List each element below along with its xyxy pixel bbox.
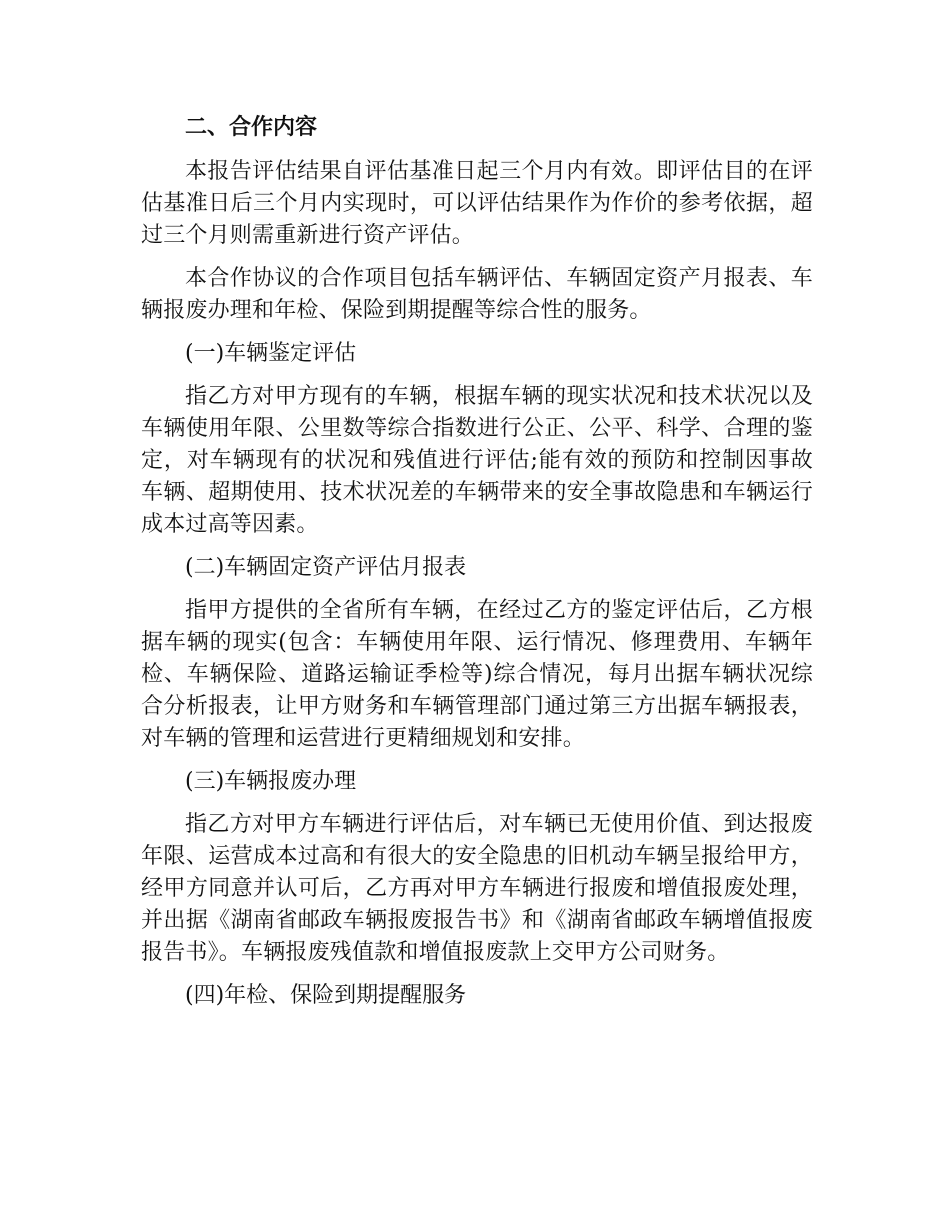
section-heading: 二、合作内容 [185, 115, 318, 140]
subheading-monthly-report: (二)车辆固定资产评估月报表 [185, 555, 467, 580]
subheading-vehicle-appraisal: (一)车辆鉴定评估 [185, 341, 357, 366]
paragraph-monthly-report: 指甲方提供的全省所有车辆，在经过乙方的鉴定评估后，乙方根据车辆的现实(包含：车辆使用年限、运行情况、修理费用、车辆年检、车辆保险、道路运输证季检等)综合情况，每月出据车辆状况综合分析报表，让甲方财务和车辆管理部门通过第三方出据车辆报表，对车辆的管理和运营进行更精细规划和安排。 [141, 598, 813, 751]
paragraph-validity: 本报告评估结果自评估基准日起三个月内有效。即评估目的在评估基准日后三个月内实现时，可以评估结果作为作价的参考依据，超过三个月则需重新进行资产评估。 [141, 159, 813, 248]
subheading-reminder-service: (四)年检、保险到期提醒服务 [185, 983, 467, 1008]
document-body [141, 112, 813, 1023]
paragraph-scope: 本合作协议的合作项目包括车辆评估、车辆固定资产月报表、车辆报废办理和年检、保险到期提醒等综合性的服务。 [141, 266, 813, 323]
paragraph-vehicle-appraisal: 指乙方对甲方现有的车辆，根据车辆的现实状况和技术状况以及车辆使用年限、公里数等综合指数进行公正、公平、科学、合理的鉴定，对车辆现有的状况和残值进行评估;能有效的预防和控制因事故车辆、超期使用、技术状况差的车辆带来的安全事故隐患和车辆运行成本过高等因素。 [141, 384, 813, 537]
paragraph-scrapping: 指乙方对甲方车辆进行评估后，对车辆已无使用价值、到达报废年限、运营成本过高和有很大的安全隐患的旧机动车辆呈报给甲方，经甲方同意并认可后，乙方再对甲方车辆进行报废和增值报废处理，并出据《湖南省邮政车辆报废报告书》和《湖南省邮政车辆增值报废报告书》。车辆报废残值款和增值报废款上交甲方公司财务。 [141, 812, 813, 965]
subheading-scrapping: (三)车辆报废办理 [185, 769, 357, 794]
